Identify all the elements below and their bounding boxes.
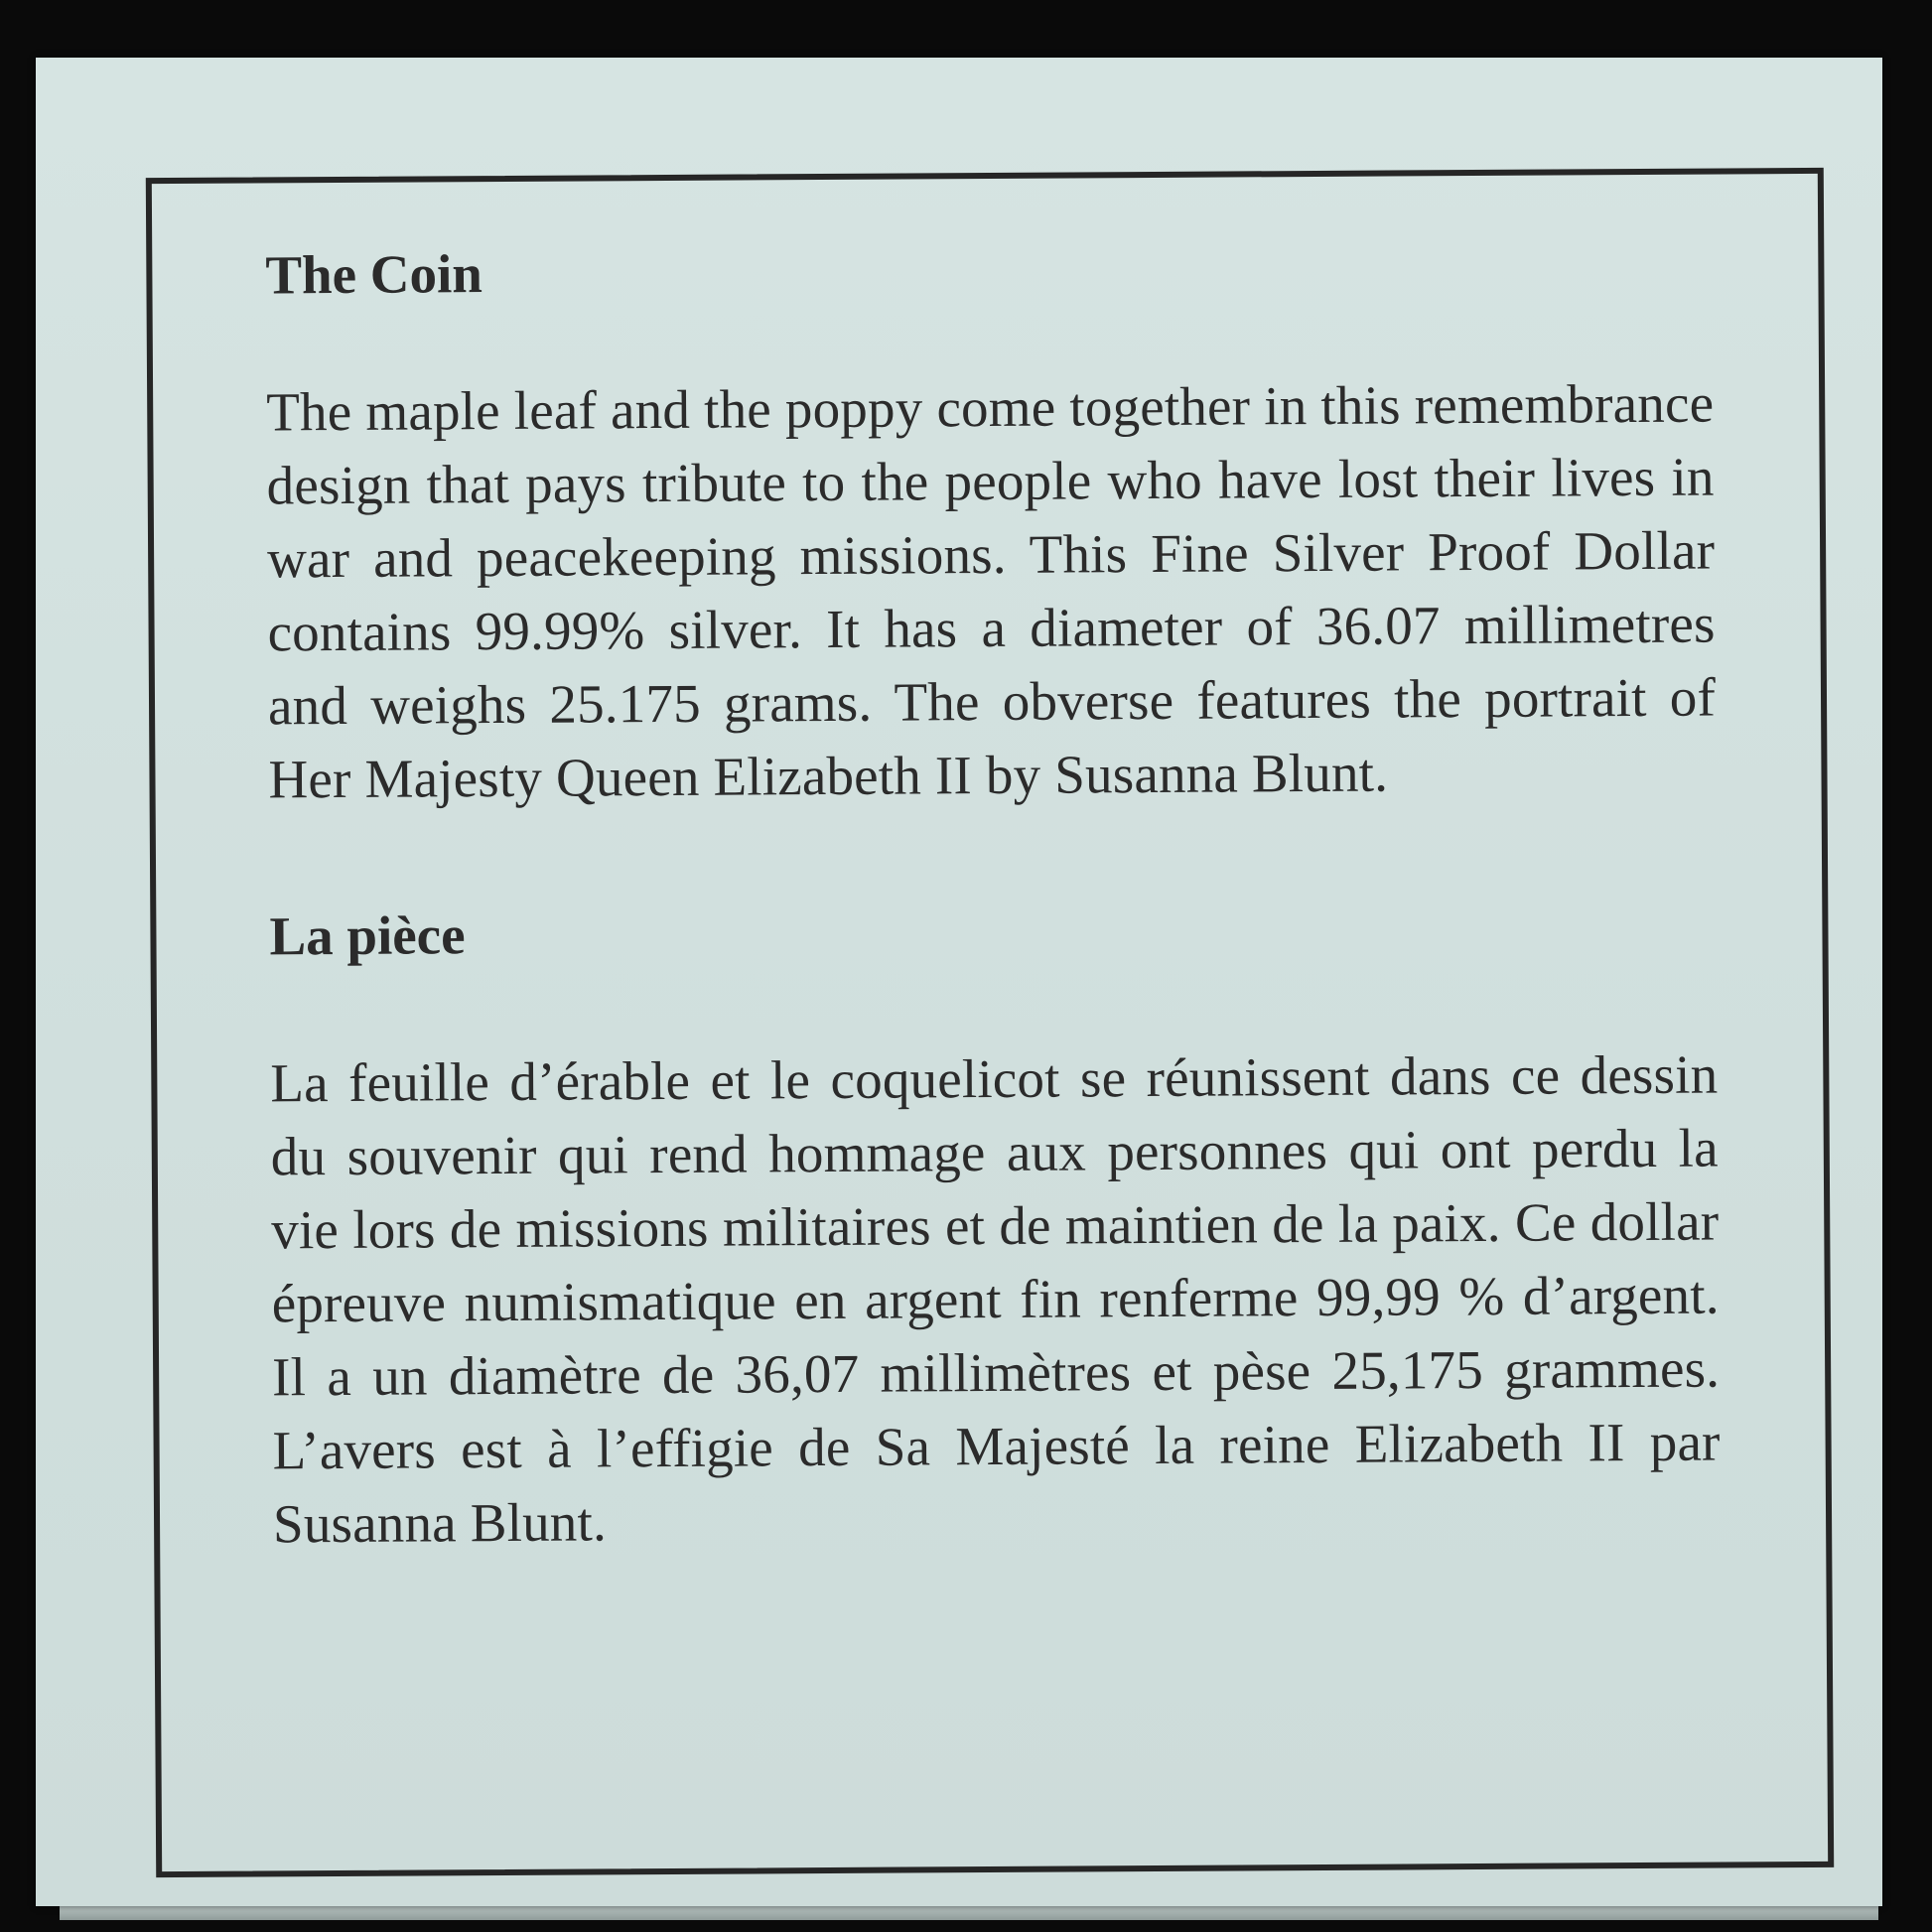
french-section [269,896,1721,1562]
printed-border-frame [146,168,1834,1877]
english-heading: The Coin [265,243,483,306]
english-paragraph: The maple leaf and the poppy come together in this remembrance design that pays tribute to the people who have lost their lives in war and peacekeeping missions. This Fine Silver Proof Dollar contains 99.99% silver. It has a diameter of 36.07 millimetres and weighs 25.175 grams. The obverse features the portrait of Her Majesty Queen Elizabeth II by Susanna Blunt. [266,372,1717,810]
card-content [265,234,1721,1562]
english-section [265,234,1717,817]
french-paragraph: La feuille d’érable et le coquelicot se réunissent dans ce dessin du souvenir qui rend hommage aux personnes qui ont perdu la vie lors de missions militaires et de maintien de la paix. Ce dollar épreuve numismatique en argent fin renferme 99,99 % d’argent. Il a un diamètre de 36,07 millimètres et pèse 25,175 grammes. L’avers est à l’effigie de Sa Majesté la reine Elizabeth II par Susanna Blunt. [270,1043,1721,1555]
french-heading: La pièce [269,904,466,967]
card-bottom-edge [60,1906,1878,1920]
coin-info-card [36,58,1882,1906]
